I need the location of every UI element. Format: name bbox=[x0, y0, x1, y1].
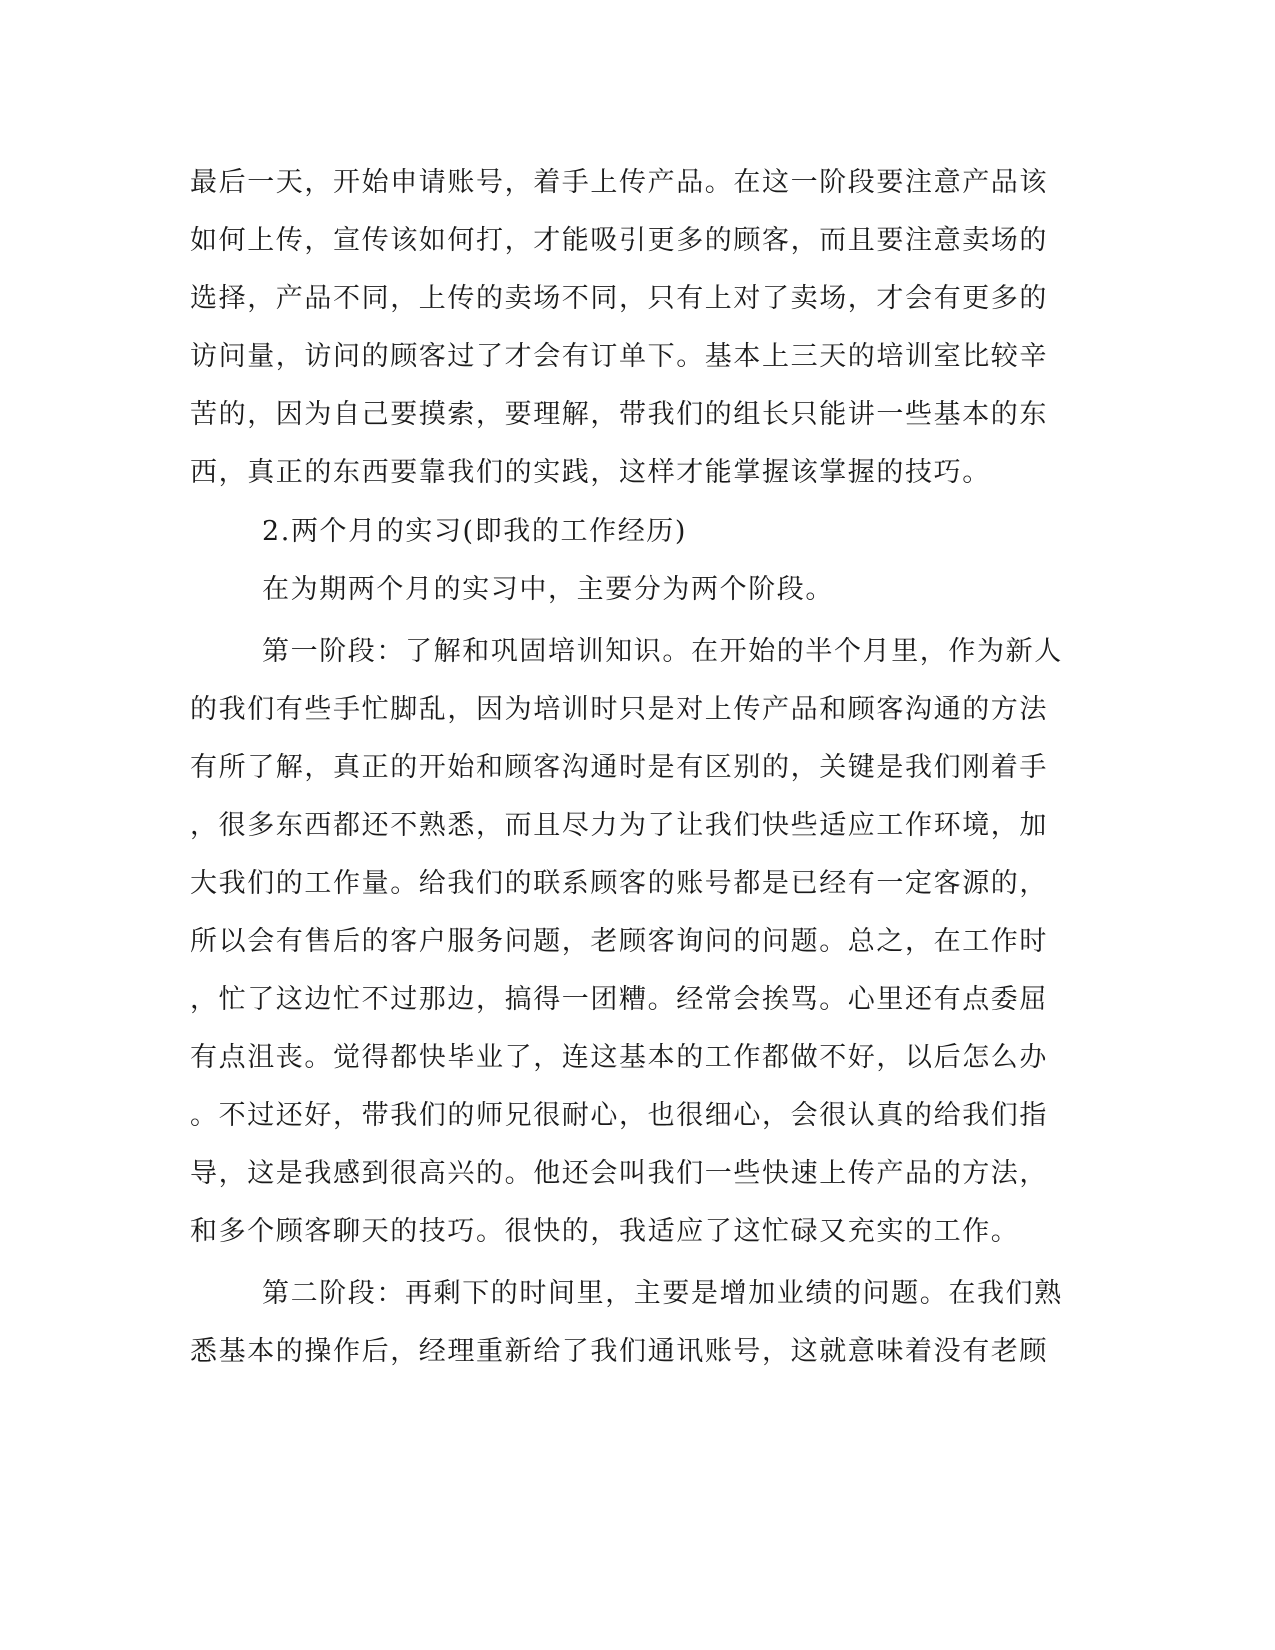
text-line: 所以会有售后的客户服务问题，老顾客询问的问题。总之，在工作时 bbox=[190, 926, 1048, 957]
text-line: 苦的，因为自己要摸索，要理解，带我们的组长只能讲一些基本的东 bbox=[190, 399, 1048, 430]
text-line: ，很多东西都还不熟悉，而且尽力为了让我们快些适应工作环境，加 bbox=[190, 810, 1048, 841]
text-line: 选择，产品不同，上传的卖场不同，只有上对了卖场，才会有更多的 bbox=[190, 283, 1048, 314]
text-line: 导，这是我感到很高兴的。他还会叫我们一些快速上传产品的方法， bbox=[190, 1158, 1048, 1189]
text-line: 悉基本的操作后，经理重新给了我们通讯账号，这就意味着没有老顾 bbox=[190, 1336, 1048, 1367]
text-line: 最后一天，开始申请账号，着手上传产品。在这一阶段要注意产品该 bbox=[190, 167, 1048, 198]
text-line: 第二阶段：再剩下的时间里，主要是增加业绩的问题。在我们熟 bbox=[262, 1278, 1063, 1309]
text-line: 和多个顾客聊天的技巧。很快的，我适应了这忙碌又充实的工作。 bbox=[190, 1216, 1020, 1247]
text-line: 访问量，访问的顾客过了才会有订单下。基本上三天的培训室比较辛 bbox=[190, 341, 1048, 372]
text-line: 大我们的工作量。给我们的联系顾客的账号都是已经有一定客源的， bbox=[190, 868, 1048, 899]
text-line: 。不过还好，带我们的师兄很耐心，也很细心，会很认真的给我们指 bbox=[190, 1100, 1048, 1131]
text-line: ，忙了这边忙不过那边，搞得一团糟。经常会挨骂。心里还有点委屈 bbox=[190, 984, 1048, 1015]
text-line: 如何上传，宣传该如何打，才能吸引更多的顾客，而且要注意卖场的 bbox=[190, 225, 1048, 256]
text-line: 的我们有些手忙脚乱，因为培训时只是对上传产品和顾客沟通的方法 bbox=[190, 694, 1048, 725]
text-line: 在为期两个月的实习中，主要分为两个阶段。 bbox=[262, 574, 834, 605]
text-line: 有点沮丧。觉得都快毕业了，连这基本的工作都做不好，以后怎么办 bbox=[190, 1042, 1048, 1073]
text-line: 西，真正的东西要靠我们的实践，这样才能掌握该掌握的技巧。 bbox=[190, 457, 991, 488]
section-heading: 2.两个月的实习(即我的工作经历) bbox=[262, 516, 688, 547]
text-line: 第一阶段：了解和巩固培训知识。在开始的半个月里，作为新人 bbox=[262, 636, 1063, 667]
text-line: 有所了解，真正的开始和顾客沟通时是有区别的，关键是我们刚着手 bbox=[190, 752, 1048, 783]
